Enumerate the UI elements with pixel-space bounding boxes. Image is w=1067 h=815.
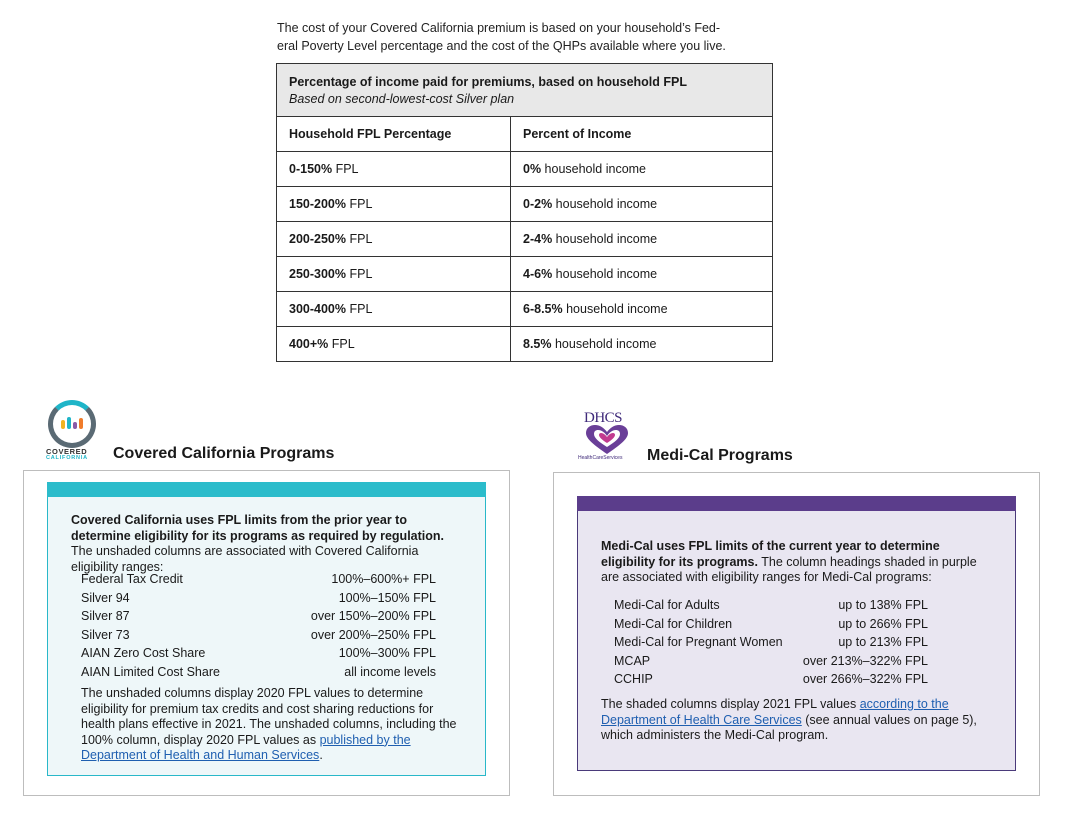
covered-california-program-list [81,570,436,682]
table-row [277,292,773,327]
covered-california-intro: Covered California uses FPL limits from the prior year to determine eligibility for its programs as required by regulation. The unshaded columns are associated with Covered California eligibility ranges: [71,513,444,574]
heart-hands-icon [584,425,630,455]
table-row [277,222,773,257]
logo-word-california: CALIFORNIA [46,455,88,461]
table-title: Percentage of income paid for premiums, based on household FPL [289,74,687,89]
intro-paragraph [277,19,757,55]
intro-line-1: The cost of your Covered California premium is based on your household’s Fed- [277,21,721,35]
hhs-link[interactable]: published by the Department of Health and Human Services [81,732,411,762]
fpl-cell: 300-400% FPL [277,292,511,327]
list-item: Silver 87 over 150%–200% FPL [81,609,436,624]
table-header-cell [277,64,773,117]
table-subtitle: Based on second-lowest-cost Silver plan [289,91,515,106]
income-cell: 0% household income [511,152,773,187]
list-item: Medi-Cal for Children up to 266% FPL [614,616,928,631]
medi-cal-title: Medi-Cal Programs [647,447,793,464]
people-icon [61,417,83,429]
covered-california-footer: The unshaded columns display 2020 FPL values to determine eligibility for premium tax credits and cost sharing reductions for health plans effective in 2021. The unshaded columns, including the 100% column, display 2020 FPL values as published by the Department of Health and Human Services. [81,686,457,762]
income-cell: 6-8.5% household income [511,292,773,327]
logo-sub-text: HealthCareServices [578,455,623,461]
column-header-income: Percent of Income [511,117,773,152]
income-cell: 0-2% household income [511,187,773,222]
income-cell: 4-6% household income [511,257,773,292]
intro-line-2: eral Poverty Level percentage and the cost of the QHPs available where you live. [277,39,726,53]
fpl-cell: 0-150% FPL [277,152,511,187]
medi-cal-footer: The shaded columns display 2021 FPL values according to the Department of Health Care Services (see annual values on page 5), which administers the Medi-Cal program. [601,697,977,742]
list-item: CCHIP over 266%–322% FPL [614,672,928,687]
logo-word-dhcs: DHCS [584,410,623,426]
list-item: MCAP over 213%–322% FPL [614,653,928,668]
covered-california-title: Covered California Programs [113,445,335,462]
list-item: AIAN Zero Cost Share 100%–300% FPL [81,646,436,661]
list-item: AIAN Limited Cost Share all income levels [81,664,436,679]
fpl-cell: 150-200% FPL [277,187,511,222]
covered-california-accent-bar [47,482,486,497]
covered-california-logo [46,400,98,464]
list-item: Silver 73 over 200%–250% FPL [81,627,436,642]
medi-cal-intro: Medi-Cal uses FPL limits of the current year to determine eligibility for its programs. The column headings shaded in purple are associated with eligibility ranges for Medi-Cal programs: [601,539,977,584]
income-cell: 8.5% household income [511,327,773,362]
list-item: Silver 94 100%–150% FPL [81,590,436,605]
table-row [277,187,773,222]
medi-cal-accent-bar [577,496,1016,511]
list-item: Medi-Cal for Adults up to 138% FPL [614,598,928,612]
fpl-cell: 200-250% FPL [277,222,511,257]
medi-cal-program-list [614,596,928,689]
list-item: Medi-Cal for Pregnant Women up to 213% FPL [614,635,928,650]
fpl-cell: 250-300% FPL [277,257,511,292]
table-row [277,257,773,292]
fpl-premium-table [276,63,773,362]
column-header-fpl: Household FPL Percentage [277,117,511,152]
fpl-cell: 400+% FPL [277,327,511,362]
dhcs-logo [578,410,636,466]
income-cell: 2-4% household income [511,222,773,257]
dhcs-link[interactable]: according to the Department of Health Care Services [601,697,949,727]
table-row [277,327,773,362]
logo-word-covered: COVERED [46,447,88,456]
list-item: Federal Tax Credit 100%–600%+ FPL [81,572,436,586]
table-row [277,152,773,187]
